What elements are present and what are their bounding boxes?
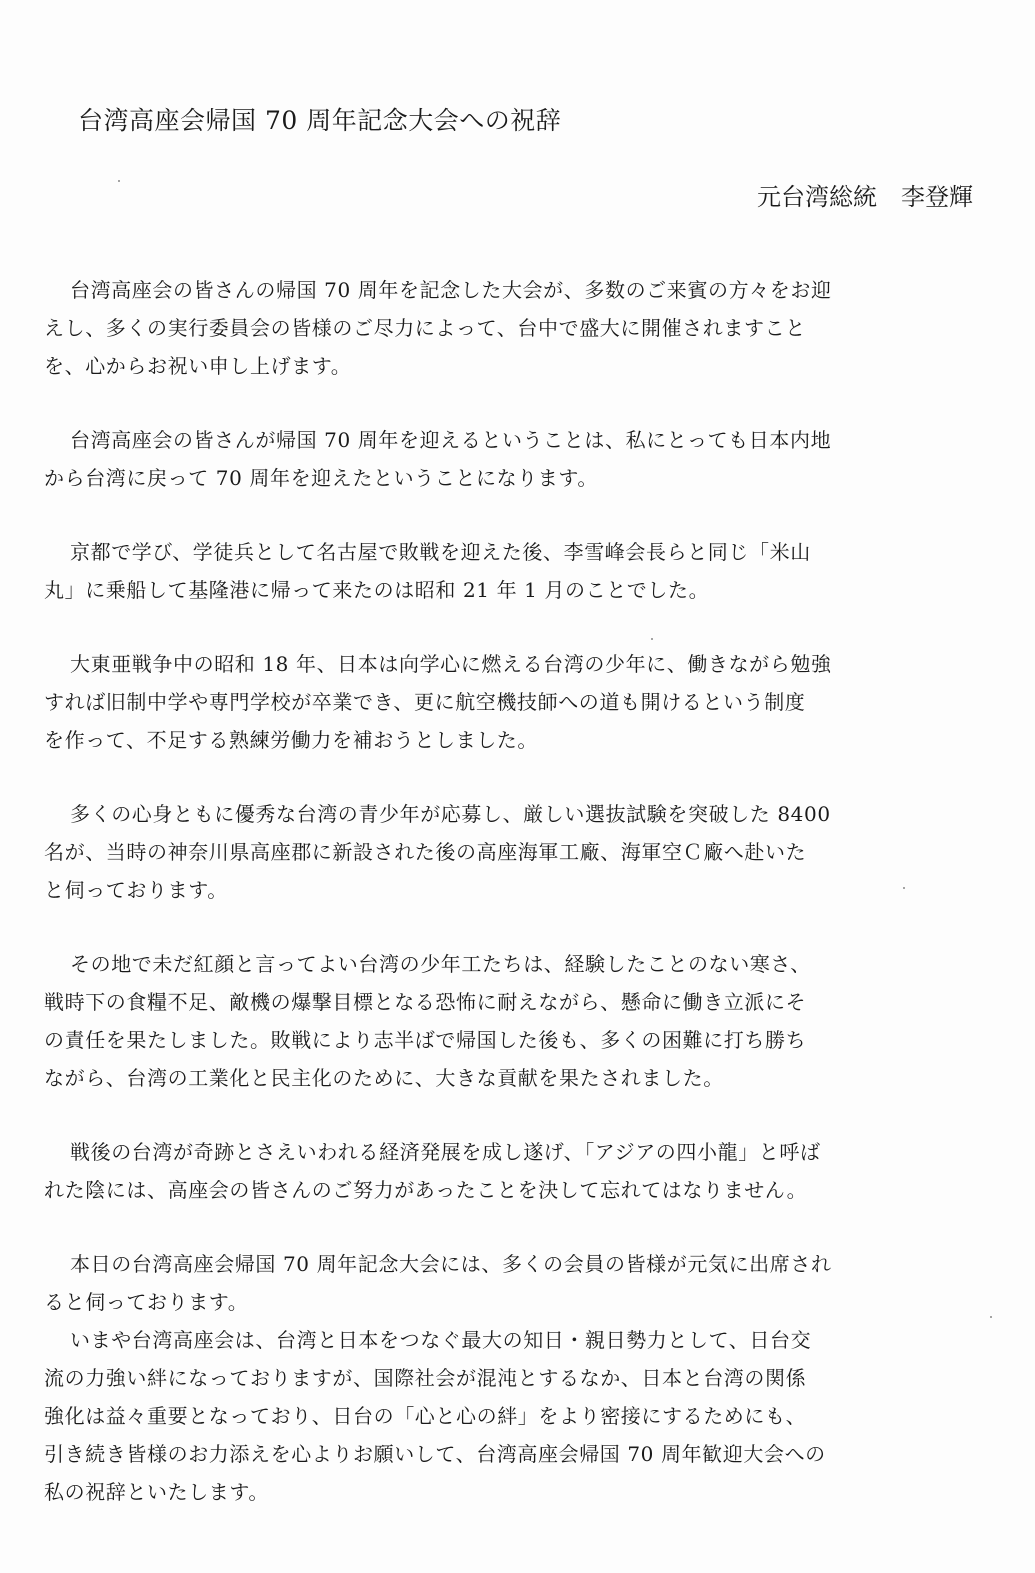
author-line: 元台湾総統 李登輝 [757,183,973,211]
document-title: 台湾高座会帰国 70 周年記念大会への祝辞 [78,106,562,135]
body-line: 名が、当時の神奈川県高座郡に新設された後の高座海軍工廠、海軍空Ｃ廠へ赴いた [44,840,807,864]
body-line: その地で未だ紅顔と言ってよい台湾の少年工たちは、経験したことのない寒さ、 [70,952,811,976]
body-line: れた陰には、高座会の皆さんのご努力があったことを決して忘れてはなりません。 [44,1178,808,1202]
scan-speck [903,887,905,889]
body-line: を、心からお祝い申し上げます。 [44,354,352,378]
body-line: えし、多くの実行委員会の皆様のご尽力によって、台中で盛大に開催されますこと [44,316,806,340]
body-line: 台湾高座会の皆さんの帰国 70 周年を記念した大会が、多数のご来賓の方々をお迎 [70,278,832,302]
body-line: 流の力強い絆になっておりますが、国際社会が混沌とするなか、日本と台湾の関係 [44,1366,807,1390]
body-line: 戦時下の食糧不足、敵機の爆撃目標となる恐怖に耐えながら、懸命に働き立派にそ [44,990,807,1014]
body-line: を作って、不足する熟練労働力を補おうとしました。 [44,728,538,752]
body-line: 本日の台湾高座会帰国 70 周年記念大会には、多くの会員の皆様が元気に出席され [70,1252,832,1276]
body-line: 戦後の台湾が奇跡とさえいわれる経済発展を成し遂げ、「アジアの四小龍」と呼ば [70,1140,821,1164]
body-line: 多くの心身ともに優秀な台湾の青少年が応募し、厳しい選抜試験を突破した 8400 [70,802,831,826]
body-line: 丸」に乗船して基隆港に帰って来たのは昭和 21 年 1 月のことでした。 [44,578,710,602]
body-line: いまや台湾高座会は、台湾と日本をつなぐ最大の知日・親日勢力として、日台交 [70,1328,812,1352]
body-line: 台湾高座会の皆さんが帰国 70 周年を迎えるということは、私にとっても日本内地 [70,428,832,452]
body-line: ながら、台湾の工業化と民主化のために、大きな貢献を果たされました。 [44,1066,724,1090]
body-line: 大東亜戦争中の昭和 18 年、日本は向学心に燃える台湾の少年に、働きながら勉強 [70,652,832,676]
body-line: 引き続き皆様のお力添えを心よりお願いして、台湾高座会帰国 70 周年歓迎大会への [44,1442,826,1466]
body-line: すれば旧制中学や専門学校が卒業でき、更に航空機技師への道も開けるという制度 [44,690,806,714]
body-line: の責任を果たしました。敗戦により志半ばで帰国した後も、多くの困難に打ち勝ち [44,1028,807,1052]
body-line: と伺っております。 [44,878,228,902]
scan-speck [990,1316,992,1318]
body-line: 私の祝辞といたします。 [44,1480,269,1504]
body-line: ると伺っております。 [44,1290,249,1314]
body-line: 京都で学び、学徒兵として名古屋で敗戦を迎えた後、李雪峰会長らと同じ「米山 [70,540,811,564]
scan-speck [118,180,120,182]
body-line: 強化は益々重要となっており、日台の「心と心の絆」をより密接にするためにも、 [44,1404,807,1428]
body-line: から台湾に戻って 70 周年を迎えたということになります。 [44,466,598,490]
scan-speck [651,638,653,640]
